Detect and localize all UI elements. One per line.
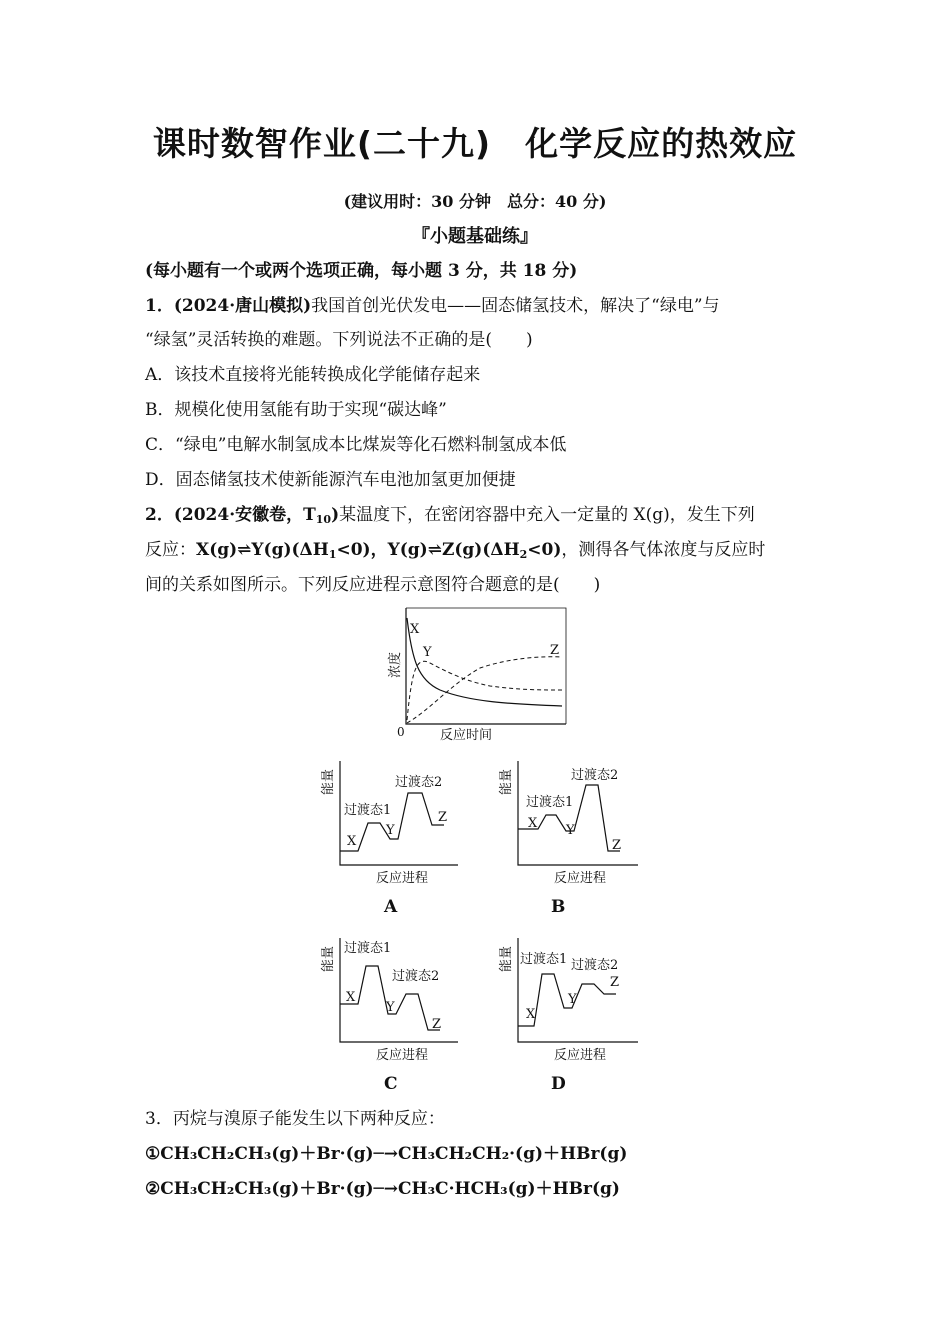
time-score-info: (建议用时：30 分钟 总分：40 分) <box>343 192 607 211</box>
x-label: X <box>347 834 357 849</box>
y-label: Y <box>566 823 575 838</box>
q2-reaction-1b: <0)， <box>336 540 388 560</box>
q2-reaction-2a: Y(g)⇌Z(g)(ΔH <box>387 540 520 560</box>
q1-stem-b: “绿氢”灵活转换的难题。下列说法不正确的是( ) <box>145 330 533 350</box>
ts2-label: 过渡态2 <box>571 958 619 973</box>
ylabel: 能量 <box>499 768 514 795</box>
xlabel: 反应进程 <box>554 1048 607 1063</box>
q1-option-d: D．固态储氢技术使新能源汽车电池加氢更加便捷 <box>145 470 516 490</box>
q1-option-c: C．“绿电”电解水制氢成本比煤炭等化石燃料制氢成本低 <box>145 435 567 455</box>
option-label-d: D <box>551 1074 566 1094</box>
option-label-b: B <box>551 897 566 917</box>
q2-line-1 <box>145 503 810 527</box>
energy-diagram-b <box>490 755 650 890</box>
q2-reaction-1-sub: 1 <box>328 548 337 561</box>
conc-origin: 0 <box>397 725 405 739</box>
xlabel: 反应进程 <box>554 871 607 886</box>
q1-number: 1． <box>145 296 174 316</box>
q2-reaction-tail: ，测得各气体浓度与反应时 <box>561 540 766 560</box>
q2-line-2 <box>145 538 810 562</box>
y-curve <box>407 661 562 720</box>
z-label: Z <box>610 975 620 990</box>
y-label: Y <box>568 992 577 1007</box>
conc-series-z: Z <box>550 643 560 658</box>
page-title: 课时数智作业(二十九) 化学反应的热效应 <box>152 124 798 163</box>
q3-intro: 3．丙烷与溴原子能发生以下两种反应： <box>145 1109 445 1129</box>
q2-number: 2． <box>145 505 174 525</box>
q2-source-sub: 10 <box>315 513 332 526</box>
ylabel: 能量 <box>321 945 336 972</box>
q1-option-a: A．该技术直接将光能转换成化学能储存起来 <box>145 365 481 385</box>
conc-xlabel: 反应时间 <box>440 728 493 743</box>
ts1-label: 过渡态1 <box>344 803 392 818</box>
z-label: Z <box>438 810 448 825</box>
y-label: Y <box>386 823 395 838</box>
x-label: X <box>526 1007 536 1022</box>
ylabel: 能量 <box>321 768 336 795</box>
x-label: X <box>346 990 356 1005</box>
ylabel: 能量 <box>499 945 514 972</box>
ts2-label: 过渡态2 <box>395 775 443 790</box>
energy-diagram-c <box>310 932 470 1067</box>
ts1-label: 过渡态1 <box>344 941 392 956</box>
energy-diagram-a <box>310 755 470 890</box>
q2-reaction-2b: <0) <box>527 540 562 560</box>
q2-stem-a: 某温度下，在密闭容器中充入一定量的 X(g)，发生下列 <box>339 505 755 525</box>
ts2-label: 过渡态2 <box>392 969 440 984</box>
z-label: Z <box>432 1017 442 1032</box>
y-label: Y <box>386 1000 395 1015</box>
concentration-time-graph <box>380 600 580 745</box>
xlabel: 反应进程 <box>376 1048 429 1063</box>
q2-reaction-intro: 反应： <box>145 540 196 560</box>
x-label: X <box>528 816 538 831</box>
q2-source-b: ) <box>331 505 340 525</box>
option-label-a: A <box>384 897 398 917</box>
q1-stem-a: 我国首创光伏发电——固态储氢技术，解决了“绿电”与 <box>311 296 720 316</box>
q2-source-a: (2024·安徽卷，T <box>173 505 316 525</box>
q3-reaction-1: ①CH₃CH₂CH₃(g)＋Br·(g)─→CH₃CH₂CH₂·(g)＋HBr(g) <box>145 1144 628 1164</box>
q2-stem-c: 间的关系如图所示。下列反应进程示意图符合题意的是( ) <box>145 575 601 595</box>
ts1-label: 过渡态1 <box>520 952 568 967</box>
conc-series-y: Y <box>423 645 432 660</box>
q2-reaction-1a: X(g)⇌Y(g)(ΔH <box>196 540 329 560</box>
x-curve <box>407 618 562 706</box>
xlabel: 反应进程 <box>376 871 429 886</box>
conc-series-x: X <box>410 622 420 637</box>
q1-option-b: B．规模化使用氢能有助于实现“碳达峰” <box>145 400 447 420</box>
option-label-c: C <box>384 1074 398 1094</box>
q1-line-1 <box>145 294 810 318</box>
section-heading: 『小题基础练』 <box>412 226 538 247</box>
z-label: Z <box>612 838 622 853</box>
q1-source: (2024·唐山模拟) <box>173 296 312 316</box>
ts1-label: 过渡态1 <box>526 795 574 810</box>
conc-ylabel: 浓度 <box>388 651 403 678</box>
energy-diagram-d <box>490 932 650 1067</box>
instruction-text: (每小题有一个或两个选项正确，每小题 3 分，共 18 分) <box>145 261 578 281</box>
q3-reaction-2: ②CH₃CH₂CH₃(g)＋Br·(g)─→CH₃C·HCH₃(g)＋HBr(g) <box>145 1179 620 1199</box>
ts2-label: 过渡态2 <box>571 768 619 783</box>
q2-reaction-2-sub: 2 <box>519 548 528 561</box>
